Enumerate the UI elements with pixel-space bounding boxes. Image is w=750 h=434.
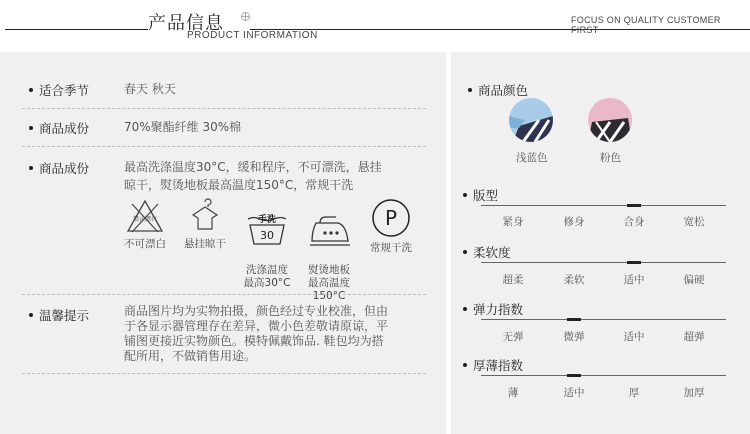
dry-clean-icon [371, 198, 411, 238]
notice-text: 商品图片均为实物拍摄，颜色经过专业校准，但由于各显示器管理存在差异，微小色差敬请原谅，平铺图更接近实物颜色。模特佩戴饰品. 鞋包均为搭配所用，不做销售用途。 [124, 304, 389, 363]
care-hang-dry [177, 198, 233, 251]
color-name-light-blue: 浅蓝色 [516, 152, 548, 164]
color-swatch-pink[interactable] [588, 98, 632, 142]
color-name-pink: 粉色 [600, 152, 621, 164]
scale-softness-option: 适中 [623, 274, 645, 286]
hand-wash-icon-temp: 30 [260, 229, 274, 242]
scale-elasticity-track [481, 319, 726, 320]
page-title: 产品信息 [148, 13, 224, 34]
scale-thickness-track [481, 375, 726, 376]
scale-softness-option: 柔软 [563, 274, 585, 286]
care-text-line-2: 晾干，熨烫地板最高温度150°C，常规干洗 [124, 178, 354, 192]
care-label: 商品成份 [29, 159, 89, 177]
plus-circle-icon [241, 12, 250, 21]
hang-dry-icon [187, 198, 223, 234]
scale-elasticity-option: 无弹 [502, 331, 524, 343]
scale-fit-option: 紧身 [502, 216, 524, 228]
scale-thickness-option: 厚 [628, 387, 640, 399]
scale-fit-option: 修身 [563, 216, 585, 228]
notice-label: 温馨提示 [29, 306, 89, 324]
care-text-line-1: 最高洗涤温度30°C，缓和程序，不可漂洗，悬挂 [124, 160, 382, 174]
scale-softness-label: 柔软度 [463, 243, 511, 261]
care-dry-clean-label: 常规干洗 [370, 242, 412, 254]
season-label: 适合季节 [29, 81, 89, 99]
scale-fit-track [481, 205, 726, 206]
no-bleach-icon [125, 198, 165, 234]
scale-fit-option: 宽松 [683, 216, 705, 228]
divider [22, 146, 426, 147]
care-iron-label: 熨烫地板 最高温度 150°C [308, 264, 350, 302]
material-label: 商品成份 [29, 119, 89, 137]
care-hand-wash-label: 洗涤温度 最高30°C [243, 264, 291, 289]
care-hang-dry-label: 悬挂晾干 [184, 238, 226, 250]
scale-thickness-option: 薄 [507, 387, 519, 399]
hand-wash-icon-text: 手洗 [257, 215, 277, 225]
scale-softness-marker [627, 261, 641, 264]
dry-clean-icon-text: P [384, 206, 398, 230]
scale-elasticity-label: 弹力指数 [463, 300, 523, 318]
season-value: 春天 秋天 [124, 82, 176, 96]
scale-thickness-marker [567, 374, 581, 377]
divider [22, 373, 426, 374]
scale-elasticity-option: 超弹 [683, 331, 705, 343]
scale-elasticity-option: 适中 [623, 331, 645, 343]
care-dry-clean [362, 198, 420, 255]
care-iron [300, 198, 358, 303]
colors-label: 商品颜色 [468, 81, 528, 99]
scale-softness-track [481, 262, 726, 263]
iron-icon [306, 211, 352, 247]
scale-fit-label: 版型 [463, 186, 498, 204]
care-no-bleach [117, 198, 173, 251]
care-hand-wash [238, 198, 296, 290]
color-swatch-light-blue[interactable] [509, 98, 553, 142]
page-subtitle: PRODUCT INFORMATION [187, 30, 318, 41]
material-value: 70%聚酯纤维 30%棉 [124, 120, 242, 134]
divider [22, 294, 426, 295]
care-no-bleach-label: 不可漂白 [124, 238, 166, 250]
header-tagline: FOCUS ON QUALITY CUSTOMER FIRST [571, 15, 721, 35]
scale-softness-option: 偏硬 [683, 274, 705, 286]
scale-thickness-option: 适中 [563, 387, 585, 399]
scale-fit-marker [627, 204, 641, 207]
scale-softness-option: 超柔 [502, 274, 524, 286]
no-bleach-icon-text: 禁止漂白 [132, 216, 158, 223]
header-left-rule [5, 29, 148, 30]
divider [22, 108, 426, 109]
scale-thickness-option: 加厚 [683, 387, 705, 399]
scale-elasticity-option: 微弹 [563, 331, 585, 343]
scale-elasticity-marker [567, 318, 581, 321]
hand-wash-icon [244, 211, 290, 247]
scale-fit-option: 合身 [623, 216, 645, 228]
scale-thickness-label: 厚薄指数 [463, 356, 523, 374]
